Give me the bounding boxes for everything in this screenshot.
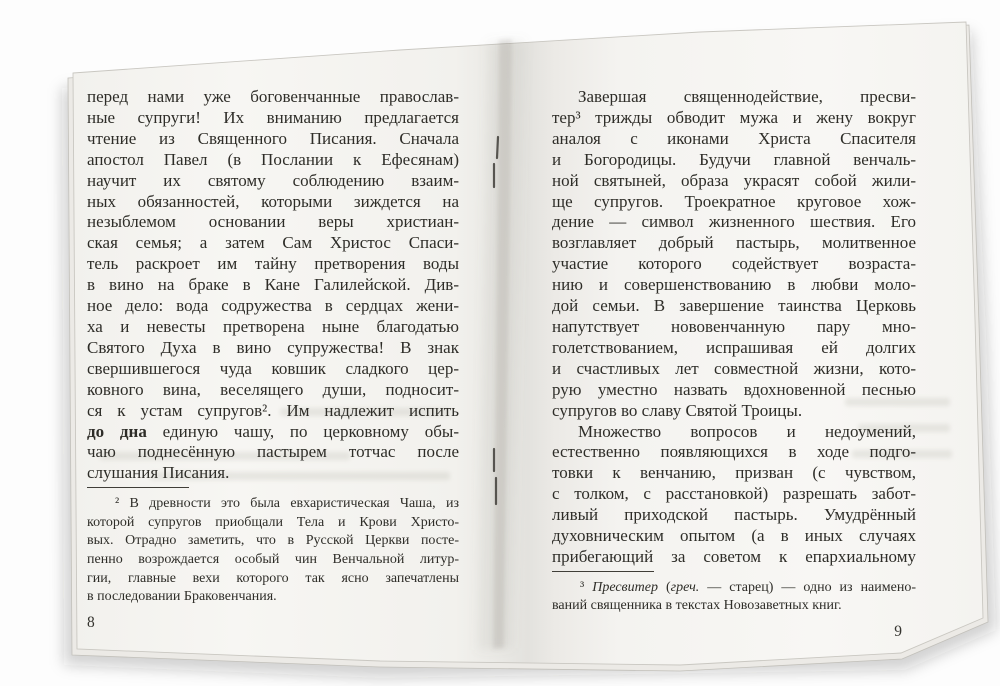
text-line: ская семья; а затем Сам Христос Спаси- (87, 233, 459, 253)
text-line: духовническим опытом (а в иных случаях (552, 526, 916, 546)
text-line: ливый приходской пастырь. Умудрённый (552, 505, 916, 525)
text-line: в вино на браке в Кане Галилейской. Див- (87, 275, 459, 295)
text-line: с толком, с расстановкой) разрешать забот- (552, 484, 916, 504)
text-line: Завершая священнодействие, пресви- (578, 87, 916, 106)
text-line: нию и совершенствованию в любви моло- (552, 275, 916, 295)
text-line: ных обязанностей, которыми зиждется на (87, 191, 459, 211)
footnote-separator-right (552, 571, 654, 572)
text-line: тель раскроет им тайну претворения воды (87, 254, 459, 274)
text-line: до дна единую чашу, по церковному обы- (87, 421, 459, 441)
text-line: рую уместно назвать вдохновенной песнью (552, 379, 916, 399)
footnote-separator-left (87, 487, 189, 488)
text-line: ной святыней, образа украсят собой жили- (552, 170, 916, 190)
text-line: дой семьи. В завершение таинства Церковь (552, 296, 916, 316)
text-line: ще супругов. Троекратное круговое хож- (552, 191, 916, 211)
text-line: ное дело: вода содружества в сердцах жени- (87, 296, 459, 316)
text-line: ³ Пресвитер (греч. — старец) — одно из наимено- (580, 579, 916, 595)
text-line: естественно появляющихся в ходе подго- (552, 442, 916, 462)
text-line: ковного вина, веселящего души, подносит- (87, 379, 459, 399)
page-right-footnote (552, 579, 916, 616)
text-line: в последовании Браковенчания. (87, 589, 277, 605)
page-number-left: 8 (87, 613, 95, 631)
text-line: которой супругов приобщали Тела и Крови Христо- (87, 514, 459, 530)
text-line: аналоя с иконами Христа Спасителя (552, 128, 916, 148)
text-line: незыблемом основании веры христиан- (87, 212, 459, 232)
text-line: ² В древности это была евхаристическая Чаша, из (115, 496, 459, 512)
text-line: слушания Писания. (87, 463, 230, 483)
text-line: чтение из Священного Писания. Сначала (87, 128, 459, 148)
text-line: Множество вопросов и недоумений, (578, 421, 916, 441)
page-number-right: 9 (894, 623, 902, 641)
page-left-footnote (87, 495, 459, 607)
page-left-body (87, 87, 459, 484)
text-line: участие которого содействует возраста- (552, 254, 916, 274)
text-line: напутствует нововенчанную пару мно- (552, 316, 916, 336)
text-line: прибегающий за советом к епархиальному (552, 546, 916, 566)
text-line: дение — символ жизненного шествия. Его (552, 212, 916, 232)
text-line: гии, главные вехи которого так ясно запечатлены (87, 570, 459, 586)
text-line: и Богородицы. Будучи главной венчаль- (552, 149, 916, 169)
text-line: пенно возрождается особый чин Венчальной литур- (87, 552, 459, 567)
text-line: ваний священника в текстах Новозаветных книг. (552, 598, 842, 614)
text-line: Святого Духа в вино супружества! В знак (87, 337, 459, 357)
text-line: чаю поднесённую пастырем тотчас после (87, 442, 459, 462)
text-line: свершившегося чуда ковшик сладкого цер- (87, 358, 459, 378)
text-line: ные супруги! Их вниманию предлагается (87, 107, 459, 127)
page-left (87, 87, 459, 632)
page-right (552, 87, 916, 641)
text-line: супругов во славу Святой Троицы. (552, 400, 803, 420)
text-line: товки к венчанию, призван (с чувством, (552, 463, 916, 483)
text-line: ха и невесты претворена ныне благодатью (87, 316, 459, 336)
text-line: перед нами уже боговенчанные православ- (87, 87, 459, 106)
text-line: возглавляет добрый пастырь, молитвенное (552, 233, 916, 253)
text-line: ся к устам супругов². Им надлежит испить (87, 400, 459, 420)
text-line: тер³ трижды обводит мужа и жену вокруг (552, 107, 916, 127)
text-line: голетствованием, испрашивая ей долгих (552, 337, 916, 357)
text-line: вых. Отрадно заметить, что в Русской Церкви посте- (87, 533, 459, 549)
text-line: апостол Павел (в Послании к Ефесянам) (87, 149, 459, 169)
text-line: научит их святому соблюдению взаим- (87, 170, 459, 190)
page-right-body (552, 87, 916, 568)
text-line: и счастливых лет совместной жизни, кото- (552, 358, 916, 378)
